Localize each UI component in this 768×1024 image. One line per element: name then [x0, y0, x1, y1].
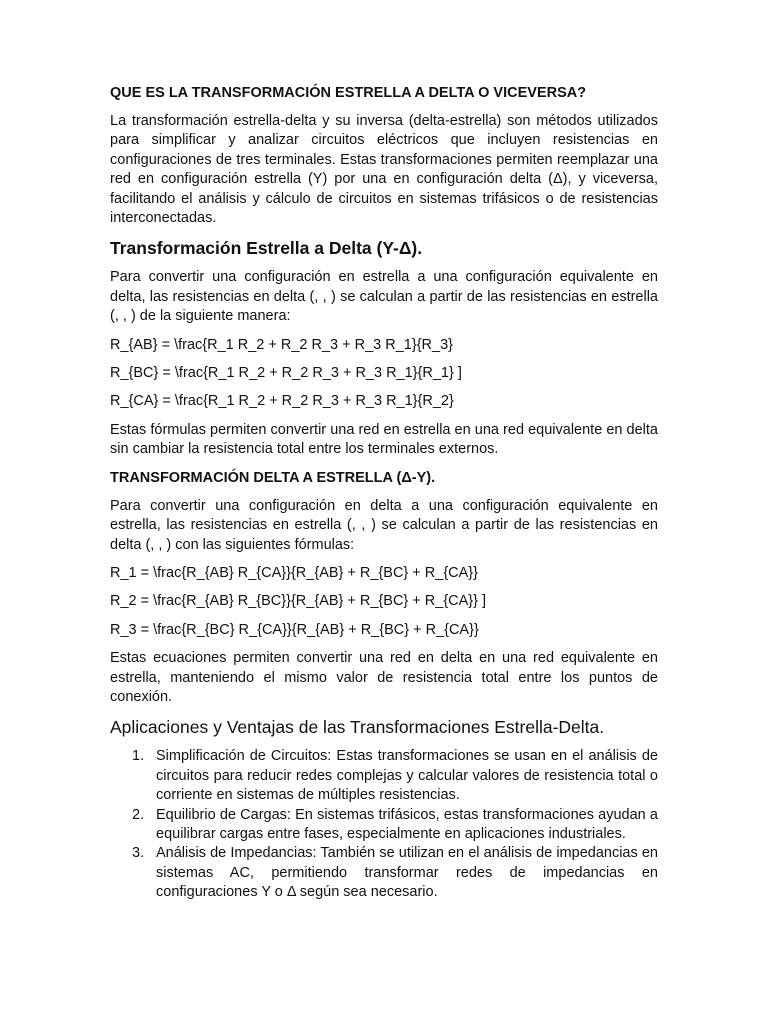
- section-heading-y-delta: Transformación Estrella a Delta (Y-Δ).: [110, 238, 423, 259]
- formula-r-1: R_1 = \frac{R_{AB} R_{CA}}{R_{AB} + R_{BC} + R_{CA}}: [110, 564, 478, 581]
- formula-r-ab: R_{AB} = \frac{R_1 R_2 + R_2 R_3 + R_3 R_1}{R_3}: [110, 336, 453, 353]
- y-delta-intro-paragraph: Para convertir una configuración en estrella a una configuración equivalente en delta, las resistencias en delta (, , ) se calculan a partir de las resistencias en estrella (, , ) de la siguiente manera:: [110, 269, 658, 325]
- formula-r-ca: R_{CA} = \frac{R_1 R_2 + R_2 R_3 + R_3 R_1}{R_2}: [110, 393, 454, 410]
- document-title: QUE ES LA TRANSFORMACIÓN ESTRELLA A DELTA O VICEVERSA?: [110, 85, 587, 101]
- delta-y-outro-paragraph: Estas ecuaciones permiten convertir una red en delta en una red equivalente en estrella, manteniendo el mismo valor de resistencia total entre los puntos de conexión.: [110, 650, 658, 705]
- list-item-text: Simplificación de Circuitos: Estas transformaciones se usan en el análisis de circuitos para reducir redes complejas y calcular valores de resistencia total o corriente en sistemas de múltiples resistencias.: [156, 748, 658, 804]
- formula-r-3: R_3 = \frac{R_{BC} R_{CA}}{R_{AB} + R_{BC} + R_{CA}}: [110, 621, 479, 638]
- list-item-text: Equilibrio de Cargas: En sistemas trifásicos, estas transformaciones ayudan a equilibrar cargas entre fases, especialmente en aplicaciones industriales.: [156, 806, 658, 842]
- list-item-number: 1.: [132, 748, 145, 765]
- list-item-number: 3.: [132, 845, 145, 862]
- y-delta-outro-paragraph: Estas fórmulas permiten convertir una red en estrella en una red equivalente en delta sin cambiar la resistencia total entre los terminales externos.: [110, 421, 658, 458]
- formula-r-2: R_2 = \frac{R_{AB} R_{BC}}{R_{AB} + R_{BC} + R_{CA}} ]: [110, 593, 487, 610]
- list-item: [110, 747, 658, 805]
- list-item: [110, 844, 658, 902]
- intro-paragraph: La transformación estrella-delta y su inversa (delta-estrella) son métodos utilizados para simplificar y analizar circuitos eléctricos que incluyen resistencias en configuraciones de tres terminales. Estas transformaciones permiten reemplazar una red en configuración estrella (Y) por una en configuración delta (Δ), y viceversa, facilitando el análisis y cálculo de circuitos en sistemas trifásicos o de resistencias interconectadas.: [110, 113, 658, 227]
- list-item-number: 2.: [132, 806, 145, 823]
- applications-list: [110, 747, 658, 902]
- list-item-text: Análisis de Impedancias: También se utilizan en el análisis de impedancias en sistemas AC, permitiendo transformar redes de impedancias en configuraciones Y o Δ según sea necesario.: [156, 845, 658, 901]
- list-item: [110, 806, 658, 845]
- delta-y-intro-paragraph: Para convertir una configuración en delta a una configuración equivalente en estrella, las resistencias en estrella (, , ) se calculan a partir de las resistencias en delta (, , ) con las siguientes fórmulas:: [110, 497, 658, 553]
- document-page: [110, 84, 658, 903]
- formula-r-bc: R_{BC} = \frac{R_1 R_2 + R_2 R_3 + R_3 R_1}{R_1} ]: [110, 365, 462, 382]
- section-heading-applications: Aplicaciones y Ventajas de las Transformaciones Estrella-Delta.: [110, 717, 605, 738]
- section-heading-delta-y: TRANSFORMACIÓN DELTA A ESTRELLA (Δ-Y).: [110, 469, 436, 486]
